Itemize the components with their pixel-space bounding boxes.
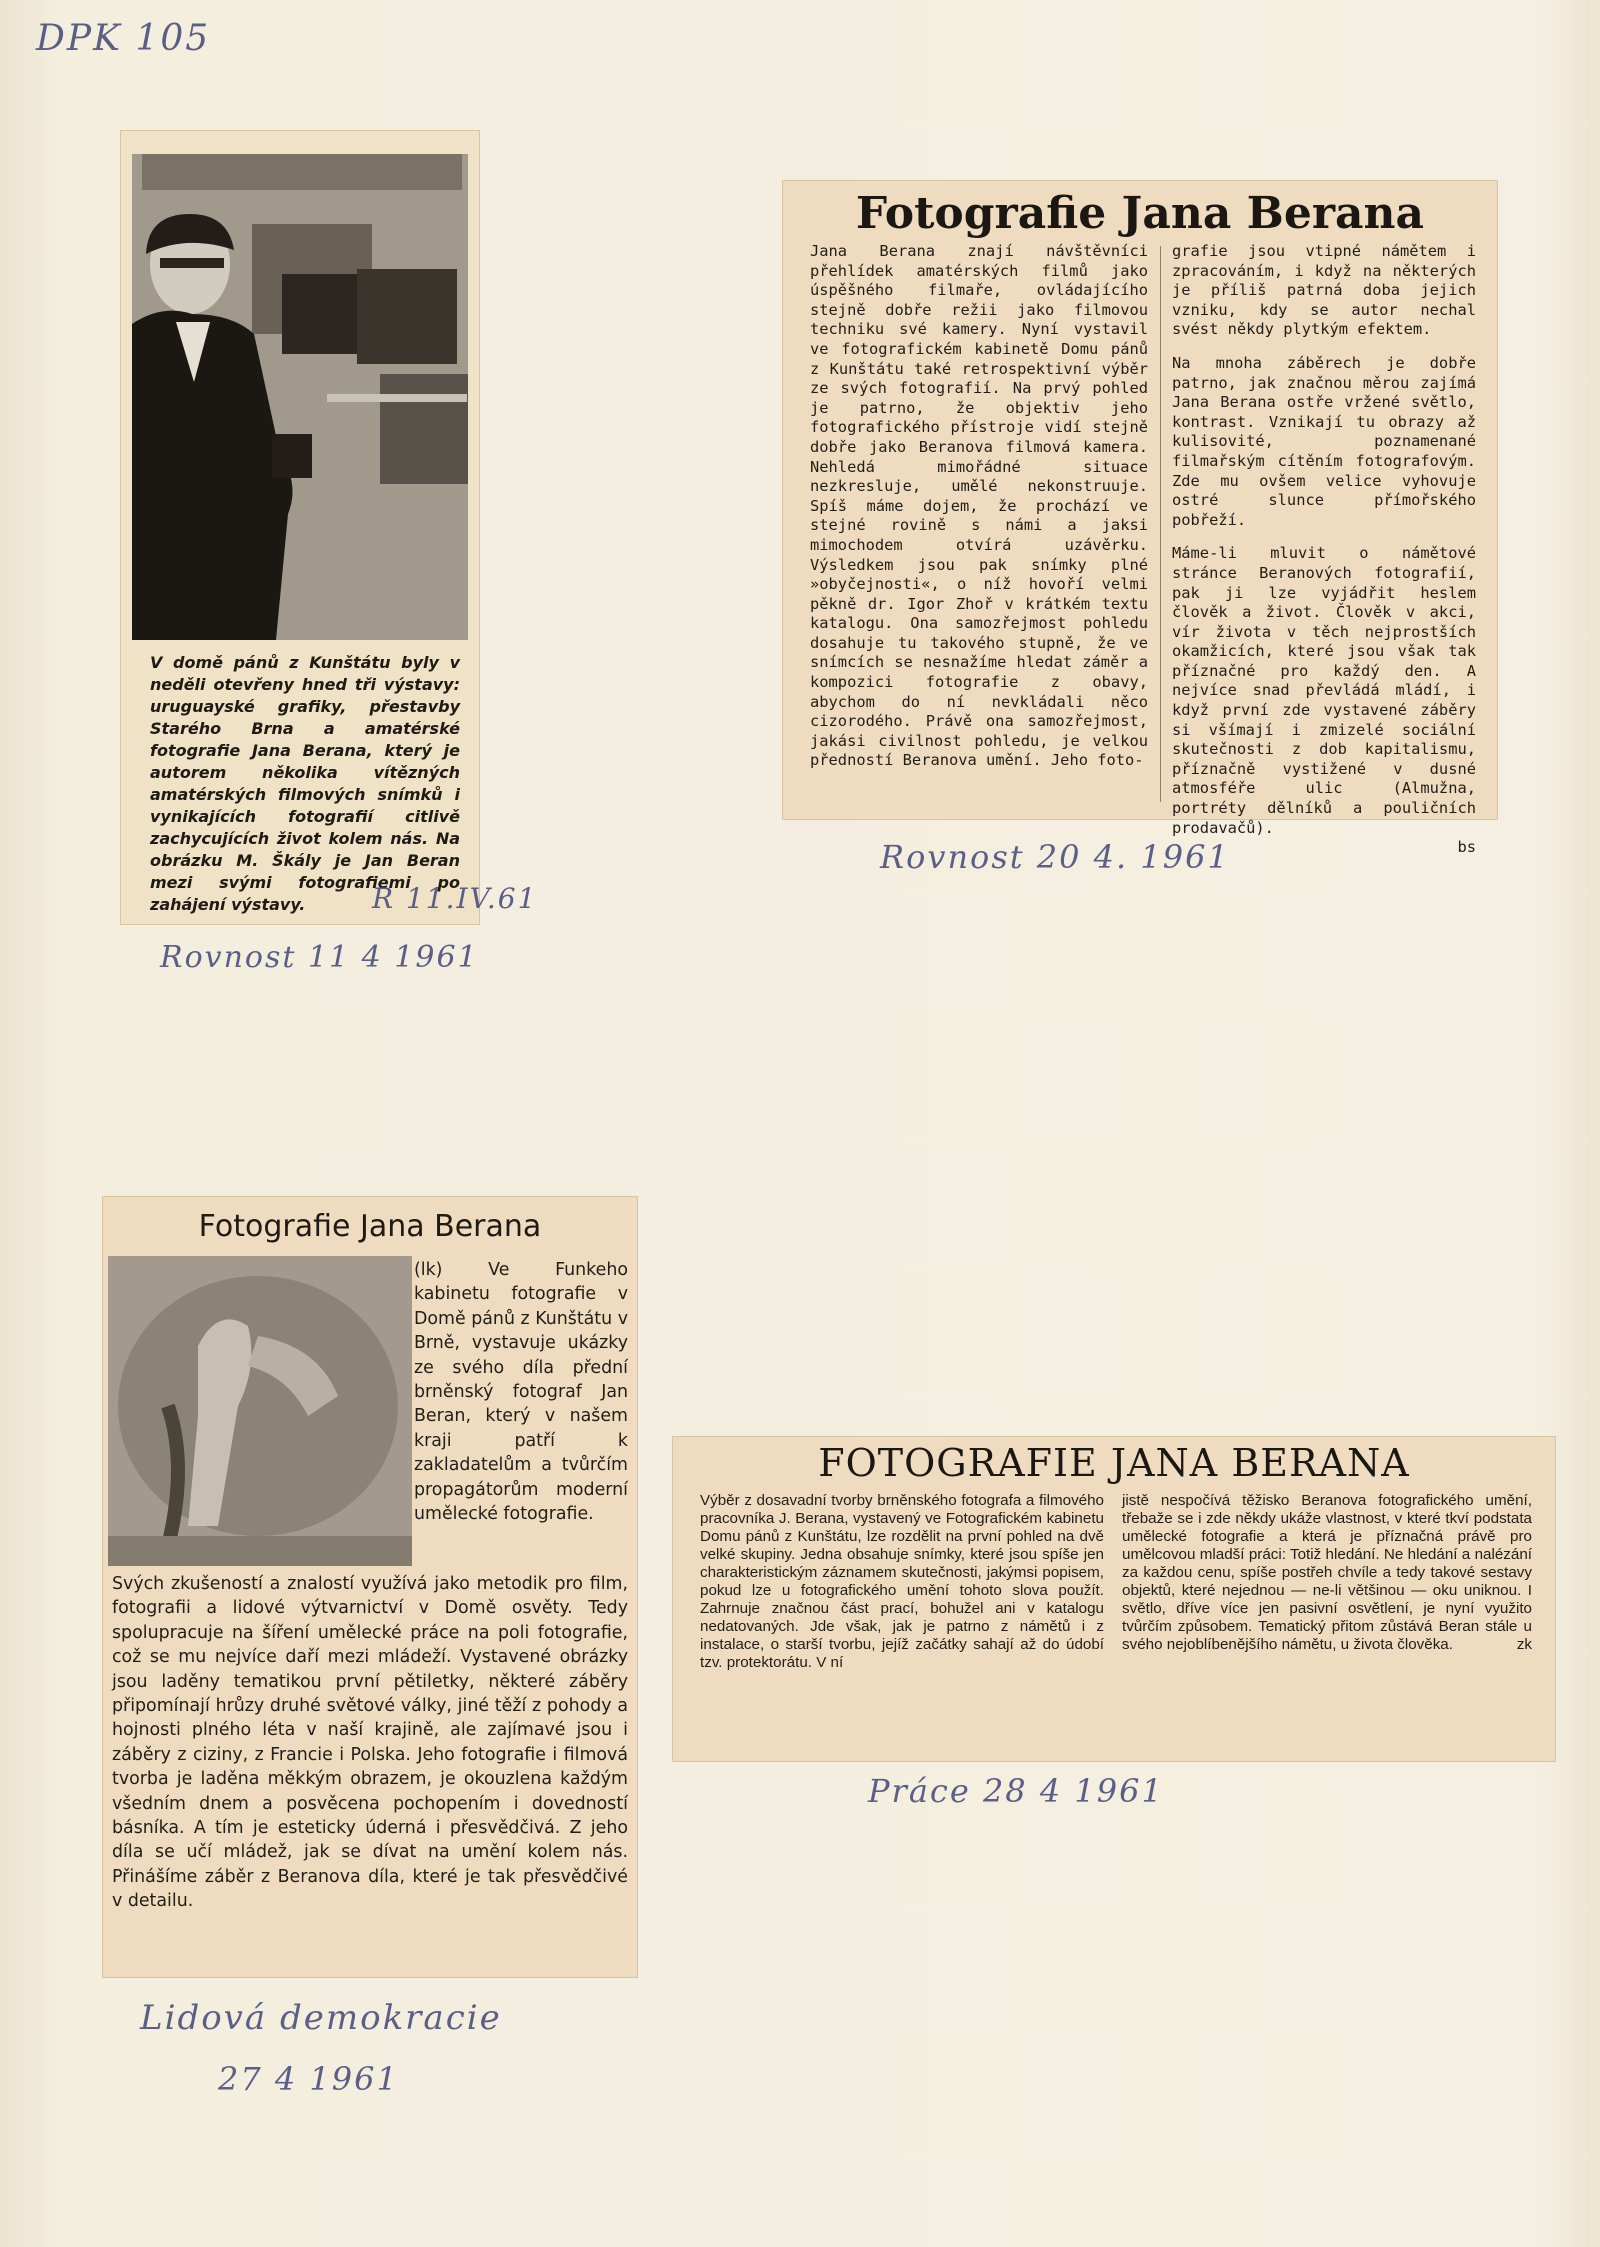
article-photo <box>108 1256 412 1566</box>
article-photo-scene <box>108 1256 412 1566</box>
article-column-1 <box>700 1492 1104 1672</box>
body-paragraph: Svých zkušeností a znalostí využívá jako metodik pro film, fotografii a lidové výtvarnictví v Domě osvěty. Tedy spolupracuje na šíření umělecké práce na poli fotografie, což se mu nejvíce daří mezi mládeží. Vystavené obrázky jsou laděny tematikou první pětiletky, některé záběry připomínají hrůzy druhé světové války, jiné těží z pohody a hojnosti plného léta v naší krajině, ale zajímavé jsou i záběry z ciziny, z Francie i Polska. Jeho fotografie i filmová tvorba je laděna měkkým obrazem, je okouzlena každým všedním dnem a posvěcena pochopením i dovedností básníka. A tím je esteticky úderná i přesvědčivá. Z jeho díla se učí mládež, jak se dívat na umění kolem nás. Přinášíme záběr z Beranova díla, které je tak přesvědčivé v detailu. <box>112 1574 628 1912</box>
photo-caption: V domě pánů z Kunštátu byly v neděli otevřeny hned tři výstavy: uruguayské grafiky, přestavby Starého Brna a amatérské fotografie Jana Berana, který je autorem několika vítězných amatérských filmových snímků i vynikajících fotografií citlivě zachycujících život kolem nás. Na obrázku M. Škály je Jan Beran mezi svými fotografiemi po zahájení výstavy. <box>150 653 460 914</box>
column-2-text: jistě nespočívá těžisko Beranova fotografického umění, třebaže se i zde někdy ukáže vlastnost, v které tkví podstata umělecké fotografie a která je příznačná právě pro umělcovou mladší práci: Totiž hledání. Ne hledání a nalézání za každou cenu, spíše postřeh chvíle a tedy takové sestavy objektů, které nejednou — ne-li většinou — oku uniknou. I světlo, dříve více jen pasivní osvětlení, je nyní využito tvůrčím způsobem. Tematický přitom zůstává Beran stále u svého nejoblíbenějšího námětu, u života člověka. <box>1122 1492 1532 1653</box>
source-note-lidova-demokracie-name: Lidová demokracie <box>140 1998 502 2038</box>
body-text <box>112 1572 628 1914</box>
column-1-text: Výběr z dosavadní tvorby brněnského fotografa a filmového pracovníka J. Berana, vystavený ve Fotografickém kabinetu Domu pánů z Kunštátu, lze rozdělit na první pohled na dvě velké skupiny. Jedna obsahuje snímky, které jsou spíše jen charakteristickým záznamem skutečnosti, jakýmsi popisem, pokud lze u fotografického umění tohoto slova použít. Zahrnuje značnou část prací, bohužel ani v katalogu nedatovaných. Jde však, jak je patrno z námětů i z instalace, o starší tvorbu, jejíž začátky sahají až do údobí tzv. protektorátu. V ní <box>700 1492 1104 1671</box>
column-divider <box>1160 246 1161 802</box>
clipping-photo-caption <box>120 130 538 925</box>
photo-jan-beran-figure <box>132 154 468 640</box>
photo-jan-beran <box>132 154 468 640</box>
article-title: FOTOGRAFIE JANA BERANA <box>818 1441 1410 1485</box>
archive-mark: DPK 105 <box>36 18 211 59</box>
clipping-article-prace <box>672 1436 1556 1762</box>
column-2-paragraph-1: grafie jsou vtipné námětem i zpracováním, i když na některých je příliš patrná doba jejich vzniku, kdy se autor nechal svést někdy plytkým efektem. <box>1172 242 1476 339</box>
article-title: Fotografie Jana Berana <box>198 1209 542 1244</box>
article-column-2 <box>1172 242 1476 858</box>
column-2-paragraph-2: Na mnoha záběrech je dobře patrno, jak značnou měrou zajímá Jana Berana ostře vržené světlo, kontrast. Vznikají tu obrazy až kulisovité, poznamenané filmařským cítěním fotografovým. Zde mu ovšem velice vyhovuje ostré slunce přímořského pobřeží. <box>1172 353 1476 529</box>
inline-handwritten-note: R 11.IV.61 <box>372 882 538 915</box>
source-note-rovnost-1: Rovnost 11 4 1961 <box>160 940 479 975</box>
source-note-rovnost-2: Rovnost 20 4. 1961 <box>880 838 1230 876</box>
column-1-text: Jana Berana znají návštěvníci přehlídek amatérských filmů jako úspěšného filmaře, ovládajícího stejně dobře režii jako filmovou techniku své kamery. Nyní vystavil ve fotografickém kabinetě Domu pánů z Kunštátu také retrospektivní výběr ze svých fotografií. Na prvý pohled je patrno, že objektiv jeho fotografického přístroje vidí stejně dobře jako Beranova filmová kamera. Nehledá mimořádné situace nezkresluje, umělé nekonstruuje. Spíš máme dojem, že prochází ve stejné rovině s námi a jaksi mimochodem otvírá uzávěrku. Výsledkem jsou pak snímky plné »obyčejnosti«, o níž hovoří velmi pěkně dr. Igor Zhoř v krátkém textu katalogu. Ona samozřejmost pohledu dosahuje tu takového stupně, že ve snímcích se nesnažíme hledat záměr a kompozici fotografie z obavy, abychom do ní nevkládali něco cizorodého. Právě ona samozřejmost, jakási civilnost pohledu, je velkou předností Beranova umění. Jeho foto- <box>810 242 1148 770</box>
clipping-article-lidova-demokracie <box>102 1196 638 1978</box>
source-note-prace: Práce 28 4 1961 <box>868 1772 1164 1810</box>
article-column-2 <box>1122 1492 1532 1654</box>
source-note-lidova-demokracie-date: 27 4 1961 <box>218 2060 399 2098</box>
column-2-paragraph-3: Máme-li mluvit o námětové stránce Beranových fotografií, pak ji lze vyjádřit heslem člověk a život. Člověk v akci, vír života v těch nejprostších okamžicích, které jsou však tak příznačné pro každý den. A nejvíce snad převládá mládí, i když první zde vystavené záběry si všímají i zmizelé sociální skutečnosti z dob kapitalismu, příznačně vystižené v dusné atmosféře ulic (Almužna, portréty dělníků a pouličních prodavačů). <box>1172 544 1476 837</box>
article-signature: zk <box>1516 1636 1532 1653</box>
wrap-text <box>414 1258 628 1526</box>
article-title: Fotografie Jana Berana <box>855 188 1425 239</box>
article-column-1 <box>810 242 1148 771</box>
article-signature: bs <box>1457 838 1476 857</box>
wrap-text-paragraph: (lk) Ve Funkeho kabinetu fotografie v Domě pánů z Kunštátu v Brně, vystavuje ukázky ze svého díla přední brněnský fotograf Jan Beran, který v našem kraji patří k zakladatelům a tvůrčím propagátorům moderní umělecké fotografie. <box>414 1260 628 1525</box>
